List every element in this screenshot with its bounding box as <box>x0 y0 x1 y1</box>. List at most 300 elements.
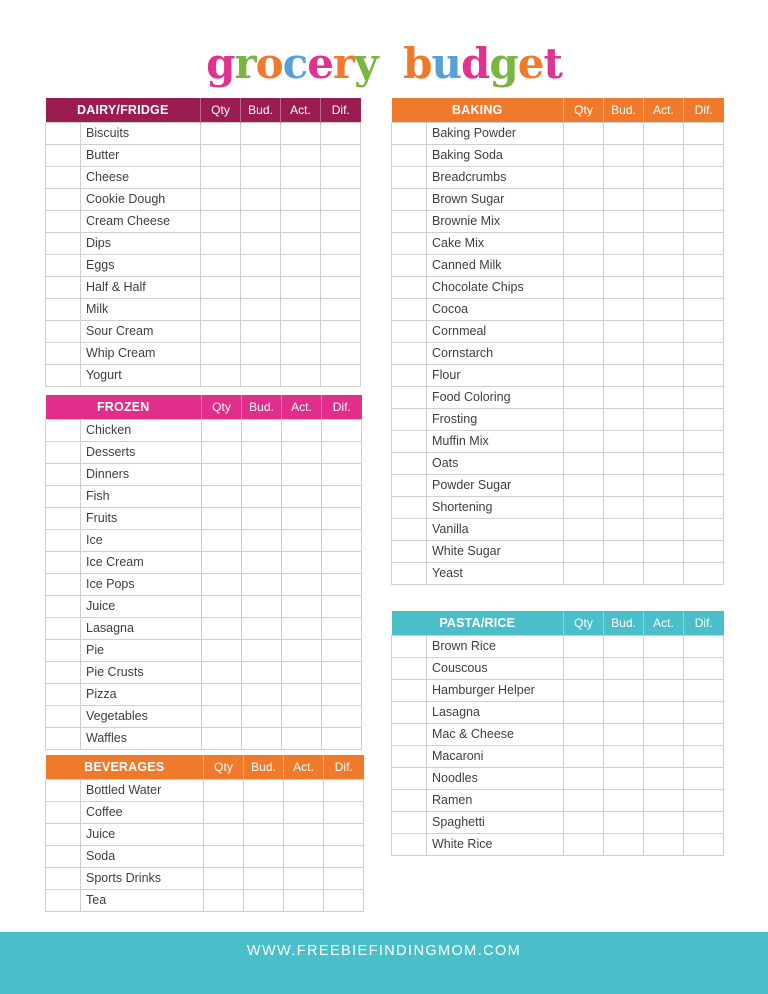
check-cell[interactable] <box>46 255 81 276</box>
entry-cell[interactable] <box>281 255 321 277</box>
entry-cell[interactable] <box>201 255 241 277</box>
entry-cell[interactable] <box>644 812 684 834</box>
entry-cell[interactable] <box>284 868 324 890</box>
entry-cell[interactable] <box>321 299 361 321</box>
entry-cell[interactable] <box>321 321 361 343</box>
entry-cell[interactable] <box>684 658 724 680</box>
entry-cell[interactable] <box>281 233 321 255</box>
entry-cell[interactable] <box>604 343 644 365</box>
entry-cell[interactable] <box>604 189 644 211</box>
entry-cell[interactable] <box>684 497 724 519</box>
entry-cell[interactable] <box>684 790 724 812</box>
entry-cell[interactable] <box>241 211 281 233</box>
check-cell[interactable] <box>46 596 81 617</box>
entry-cell[interactable] <box>604 475 644 497</box>
entry-cell[interactable] <box>644 563 684 585</box>
check-cell[interactable] <box>392 497 427 518</box>
entry-cell[interactable] <box>322 684 362 706</box>
entry-cell[interactable] <box>684 255 724 277</box>
entry-cell[interactable] <box>644 431 684 453</box>
entry-cell[interactable] <box>564 277 604 299</box>
check-cell[interactable] <box>46 552 81 573</box>
entry-cell[interactable] <box>321 167 361 189</box>
entry-cell[interactable] <box>321 277 361 299</box>
check-cell[interactable] <box>392 365 427 386</box>
check-cell[interactable] <box>46 508 81 529</box>
entry-cell[interactable] <box>241 189 281 211</box>
entry-cell[interactable] <box>644 768 684 790</box>
entry-cell[interactable] <box>281 123 321 145</box>
entry-cell[interactable] <box>564 167 604 189</box>
entry-cell[interactable] <box>201 365 241 387</box>
entry-cell[interactable] <box>564 768 604 790</box>
entry-cell[interactable] <box>644 497 684 519</box>
entry-cell[interactable] <box>284 890 324 912</box>
check-cell[interactable] <box>46 802 81 823</box>
entry-cell[interactable] <box>324 824 364 846</box>
check-cell[interactable] <box>46 706 81 727</box>
entry-cell[interactable] <box>324 802 364 824</box>
entry-cell[interactable] <box>564 343 604 365</box>
entry-cell[interactable] <box>282 618 322 640</box>
entry-cell[interactable] <box>322 596 362 618</box>
entry-cell[interactable] <box>284 824 324 846</box>
entry-cell[interactable] <box>201 145 241 167</box>
entry-cell[interactable] <box>564 233 604 255</box>
entry-cell[interactable] <box>564 409 604 431</box>
check-cell[interactable] <box>392 658 427 679</box>
entry-cell[interactable] <box>321 365 361 387</box>
entry-cell[interactable] <box>564 541 604 563</box>
entry-cell[interactable] <box>242 508 282 530</box>
check-cell[interactable] <box>392 680 427 701</box>
entry-cell[interactable] <box>604 409 644 431</box>
entry-cell[interactable] <box>322 530 362 552</box>
entry-cell[interactable] <box>282 728 322 750</box>
entry-cell[interactable] <box>604 724 644 746</box>
entry-cell[interactable] <box>604 123 644 145</box>
check-cell[interactable] <box>46 846 81 867</box>
check-cell[interactable] <box>392 453 427 474</box>
entry-cell[interactable] <box>241 123 281 145</box>
entry-cell[interactable] <box>282 508 322 530</box>
entry-cell[interactable] <box>282 420 322 442</box>
entry-cell[interactable] <box>244 780 284 802</box>
entry-cell[interactable] <box>644 702 684 724</box>
entry-cell[interactable] <box>684 321 724 343</box>
entry-cell[interactable] <box>684 680 724 702</box>
check-cell[interactable] <box>46 167 81 188</box>
entry-cell[interactable] <box>684 299 724 321</box>
entry-cell[interactable] <box>282 530 322 552</box>
entry-cell[interactable] <box>684 636 724 658</box>
entry-cell[interactable] <box>321 123 361 145</box>
entry-cell[interactable] <box>281 189 321 211</box>
check-cell[interactable] <box>46 420 81 441</box>
entry-cell[interactable] <box>241 167 281 189</box>
entry-cell[interactable] <box>604 790 644 812</box>
entry-cell[interactable] <box>282 464 322 486</box>
entry-cell[interactable] <box>284 802 324 824</box>
entry-cell[interactable] <box>644 834 684 856</box>
entry-cell[interactable] <box>644 409 684 431</box>
entry-cell[interactable] <box>564 145 604 167</box>
entry-cell[interactable] <box>241 299 281 321</box>
entry-cell[interactable] <box>241 277 281 299</box>
entry-cell[interactable] <box>204 824 244 846</box>
entry-cell[interactable] <box>644 343 684 365</box>
entry-cell[interactable] <box>201 277 241 299</box>
entry-cell[interactable] <box>242 420 282 442</box>
entry-cell[interactable] <box>241 343 281 365</box>
entry-cell[interactable] <box>242 574 282 596</box>
entry-cell[interactable] <box>242 618 282 640</box>
entry-cell[interactable] <box>644 724 684 746</box>
entry-cell[interactable] <box>604 746 644 768</box>
entry-cell[interactable] <box>324 890 364 912</box>
entry-cell[interactable] <box>322 442 362 464</box>
entry-cell[interactable] <box>242 464 282 486</box>
entry-cell[interactable] <box>322 552 362 574</box>
check-cell[interactable] <box>392 746 427 767</box>
entry-cell[interactable] <box>321 211 361 233</box>
footer-url[interactable]: WWW.FREEBIEFINDINGMOM.COM <box>246 943 522 959</box>
entry-cell[interactable] <box>281 145 321 167</box>
entry-cell[interactable] <box>564 123 604 145</box>
entry-cell[interactable] <box>604 387 644 409</box>
entry-cell[interactable] <box>202 684 242 706</box>
entry-cell[interactable] <box>684 431 724 453</box>
entry-cell[interactable] <box>644 680 684 702</box>
entry-cell[interactable] <box>604 365 644 387</box>
entry-cell[interactable] <box>282 662 322 684</box>
entry-cell[interactable] <box>684 167 724 189</box>
entry-cell[interactable] <box>604 812 644 834</box>
check-cell[interactable] <box>46 662 81 683</box>
entry-cell[interactable] <box>644 541 684 563</box>
entry-cell[interactable] <box>242 662 282 684</box>
check-cell[interactable] <box>392 768 427 789</box>
entry-cell[interactable] <box>242 596 282 618</box>
check-cell[interactable] <box>392 790 427 811</box>
entry-cell[interactable] <box>684 211 724 233</box>
check-cell[interactable] <box>46 464 81 485</box>
check-cell[interactable] <box>392 233 427 254</box>
entry-cell[interactable] <box>244 824 284 846</box>
entry-cell[interactable] <box>201 211 241 233</box>
entry-cell[interactable] <box>322 486 362 508</box>
check-cell[interactable] <box>392 145 427 166</box>
check-cell[interactable] <box>46 321 81 342</box>
entry-cell[interactable] <box>321 145 361 167</box>
entry-cell[interactable] <box>281 211 321 233</box>
entry-cell[interactable] <box>564 497 604 519</box>
entry-cell[interactable] <box>281 343 321 365</box>
entry-cell[interactable] <box>242 684 282 706</box>
entry-cell[interactable] <box>322 464 362 486</box>
entry-cell[interactable] <box>644 321 684 343</box>
check-cell[interactable] <box>392 409 427 430</box>
entry-cell[interactable] <box>322 618 362 640</box>
check-cell[interactable] <box>46 145 81 166</box>
entry-cell[interactable] <box>242 442 282 464</box>
check-cell[interactable] <box>46 123 81 144</box>
entry-cell[interactable] <box>564 702 604 724</box>
check-cell[interactable] <box>46 343 81 364</box>
entry-cell[interactable] <box>201 321 241 343</box>
entry-cell[interactable] <box>604 145 644 167</box>
check-cell[interactable] <box>392 636 427 657</box>
check-cell[interactable] <box>46 277 81 298</box>
entry-cell[interactable] <box>281 167 321 189</box>
entry-cell[interactable] <box>604 680 644 702</box>
entry-cell[interactable] <box>282 706 322 728</box>
entry-cell[interactable] <box>202 706 242 728</box>
entry-cell[interactable] <box>282 640 322 662</box>
entry-cell[interactable] <box>564 211 604 233</box>
check-cell[interactable] <box>46 824 81 845</box>
entry-cell[interactable] <box>202 486 242 508</box>
check-cell[interactable] <box>46 211 81 232</box>
check-cell[interactable] <box>392 167 427 188</box>
entry-cell[interactable] <box>644 211 684 233</box>
entry-cell[interactable] <box>684 453 724 475</box>
entry-cell[interactable] <box>322 420 362 442</box>
entry-cell[interactable] <box>282 574 322 596</box>
entry-cell[interactable] <box>604 519 644 541</box>
entry-cell[interactable] <box>324 846 364 868</box>
entry-cell[interactable] <box>604 702 644 724</box>
entry-cell[interactable] <box>202 464 242 486</box>
entry-cell[interactable] <box>202 640 242 662</box>
entry-cell[interactable] <box>281 365 321 387</box>
entry-cell[interactable] <box>564 746 604 768</box>
entry-cell[interactable] <box>202 442 242 464</box>
entry-cell[interactable] <box>201 343 241 365</box>
check-cell[interactable] <box>46 299 81 320</box>
entry-cell[interactable] <box>564 563 604 585</box>
entry-cell[interactable] <box>684 834 724 856</box>
entry-cell[interactable] <box>684 702 724 724</box>
entry-cell[interactable] <box>282 442 322 464</box>
entry-cell[interactable] <box>242 728 282 750</box>
check-cell[interactable] <box>392 299 427 320</box>
entry-cell[interactable] <box>684 563 724 585</box>
entry-cell[interactable] <box>322 662 362 684</box>
entry-cell[interactable] <box>564 658 604 680</box>
entry-cell[interactable] <box>244 890 284 912</box>
entry-cell[interactable] <box>604 211 644 233</box>
entry-cell[interactable] <box>684 343 724 365</box>
check-cell[interactable] <box>392 321 427 342</box>
entry-cell[interactable] <box>202 728 242 750</box>
entry-cell[interactable] <box>204 780 244 802</box>
entry-cell[interactable] <box>282 486 322 508</box>
entry-cell[interactable] <box>241 365 281 387</box>
entry-cell[interactable] <box>202 596 242 618</box>
entry-cell[interactable] <box>564 189 604 211</box>
check-cell[interactable] <box>46 442 81 463</box>
entry-cell[interactable] <box>321 233 361 255</box>
entry-cell[interactable] <box>564 475 604 497</box>
entry-cell[interactable] <box>204 868 244 890</box>
entry-cell[interactable] <box>604 299 644 321</box>
entry-cell[interactable] <box>201 167 241 189</box>
entry-cell[interactable] <box>644 453 684 475</box>
entry-cell[interactable] <box>644 387 684 409</box>
check-cell[interactable] <box>392 475 427 496</box>
check-cell[interactable] <box>46 486 81 507</box>
entry-cell[interactable] <box>644 475 684 497</box>
entry-cell[interactable] <box>564 299 604 321</box>
entry-cell[interactable] <box>684 189 724 211</box>
entry-cell[interactable] <box>202 574 242 596</box>
check-cell[interactable] <box>392 563 427 584</box>
entry-cell[interactable] <box>242 640 282 662</box>
entry-cell[interactable] <box>644 519 684 541</box>
entry-cell[interactable] <box>281 321 321 343</box>
entry-cell[interactable] <box>604 636 644 658</box>
check-cell[interactable] <box>392 189 427 210</box>
entry-cell[interactable] <box>604 453 644 475</box>
entry-cell[interactable] <box>604 658 644 680</box>
entry-cell[interactable] <box>282 596 322 618</box>
check-cell[interactable] <box>46 868 81 889</box>
entry-cell[interactable] <box>644 189 684 211</box>
entry-cell[interactable] <box>242 486 282 508</box>
entry-cell[interactable] <box>604 167 644 189</box>
entry-cell[interactable] <box>684 277 724 299</box>
entry-cell[interactable] <box>241 255 281 277</box>
check-cell[interactable] <box>392 123 427 144</box>
entry-cell[interactable] <box>564 365 604 387</box>
entry-cell[interactable] <box>244 802 284 824</box>
entry-cell[interactable] <box>564 387 604 409</box>
entry-cell[interactable] <box>201 299 241 321</box>
entry-cell[interactable] <box>201 233 241 255</box>
check-cell[interactable] <box>392 255 427 276</box>
entry-cell[interactable] <box>244 846 284 868</box>
check-cell[interactable] <box>392 431 427 452</box>
entry-cell[interactable] <box>684 746 724 768</box>
entry-cell[interactable] <box>321 343 361 365</box>
entry-cell[interactable] <box>244 868 284 890</box>
check-cell[interactable] <box>392 211 427 232</box>
entry-cell[interactable] <box>201 189 241 211</box>
entry-cell[interactable] <box>644 145 684 167</box>
entry-cell[interactable] <box>241 233 281 255</box>
check-cell[interactable] <box>46 728 81 749</box>
entry-cell[interactable] <box>644 255 684 277</box>
check-cell[interactable] <box>46 780 81 801</box>
entry-cell[interactable] <box>204 846 244 868</box>
entry-cell[interactable] <box>201 123 241 145</box>
check-cell[interactable] <box>46 365 81 386</box>
entry-cell[interactable] <box>282 552 322 574</box>
check-cell[interactable] <box>392 702 427 723</box>
entry-cell[interactable] <box>604 563 644 585</box>
entry-cell[interactable] <box>684 812 724 834</box>
entry-cell[interactable] <box>202 420 242 442</box>
entry-cell[interactable] <box>604 497 644 519</box>
entry-cell[interactable] <box>322 640 362 662</box>
entry-cell[interactable] <box>202 552 242 574</box>
entry-cell[interactable] <box>604 233 644 255</box>
entry-cell[interactable] <box>564 790 604 812</box>
entry-cell[interactable] <box>644 365 684 387</box>
entry-cell[interactable] <box>684 123 724 145</box>
entry-cell[interactable] <box>644 636 684 658</box>
entry-cell[interactable] <box>644 123 684 145</box>
entry-cell[interactable] <box>604 431 644 453</box>
entry-cell[interactable] <box>564 255 604 277</box>
entry-cell[interactable] <box>684 409 724 431</box>
entry-cell[interactable] <box>241 321 281 343</box>
entry-cell[interactable] <box>564 680 604 702</box>
entry-cell[interactable] <box>202 508 242 530</box>
entry-cell[interactable] <box>564 636 604 658</box>
entry-cell[interactable] <box>564 431 604 453</box>
entry-cell[interactable] <box>604 255 644 277</box>
check-cell[interactable] <box>392 519 427 540</box>
check-cell[interactable] <box>46 189 81 210</box>
entry-cell[interactable] <box>321 255 361 277</box>
entry-cell[interactable] <box>644 658 684 680</box>
entry-cell[interactable] <box>202 618 242 640</box>
entry-cell[interactable] <box>684 387 724 409</box>
entry-cell[interactable] <box>564 321 604 343</box>
check-cell[interactable] <box>392 541 427 562</box>
entry-cell[interactable] <box>242 706 282 728</box>
check-cell[interactable] <box>46 233 81 254</box>
entry-cell[interactable] <box>202 662 242 684</box>
entry-cell[interactable] <box>644 277 684 299</box>
entry-cell[interactable] <box>564 812 604 834</box>
check-cell[interactable] <box>46 574 81 595</box>
entry-cell[interactable] <box>564 724 604 746</box>
entry-cell[interactable] <box>321 189 361 211</box>
entry-cell[interactable] <box>684 475 724 497</box>
entry-cell[interactable] <box>204 802 244 824</box>
entry-cell[interactable] <box>564 453 604 475</box>
entry-cell[interactable] <box>644 790 684 812</box>
entry-cell[interactable] <box>684 365 724 387</box>
entry-cell[interactable] <box>322 508 362 530</box>
check-cell[interactable] <box>392 812 427 833</box>
entry-cell[interactable] <box>242 530 282 552</box>
entry-cell[interactable] <box>281 299 321 321</box>
entry-cell[interactable] <box>684 519 724 541</box>
entry-cell[interactable] <box>322 706 362 728</box>
entry-cell[interactable] <box>324 868 364 890</box>
entry-cell[interactable] <box>202 530 242 552</box>
entry-cell[interactable] <box>684 724 724 746</box>
entry-cell[interactable] <box>644 167 684 189</box>
entry-cell[interactable] <box>604 321 644 343</box>
entry-cell[interactable] <box>604 768 644 790</box>
entry-cell[interactable] <box>241 145 281 167</box>
entry-cell[interactable] <box>604 541 644 563</box>
check-cell[interactable] <box>392 834 427 855</box>
entry-cell[interactable] <box>604 277 644 299</box>
check-cell[interactable] <box>392 724 427 745</box>
check-cell[interactable] <box>392 387 427 408</box>
entry-cell[interactable] <box>644 299 684 321</box>
entry-cell[interactable] <box>204 890 244 912</box>
check-cell[interactable] <box>46 530 81 551</box>
check-cell[interactable] <box>46 618 81 639</box>
entry-cell[interactable] <box>324 780 364 802</box>
